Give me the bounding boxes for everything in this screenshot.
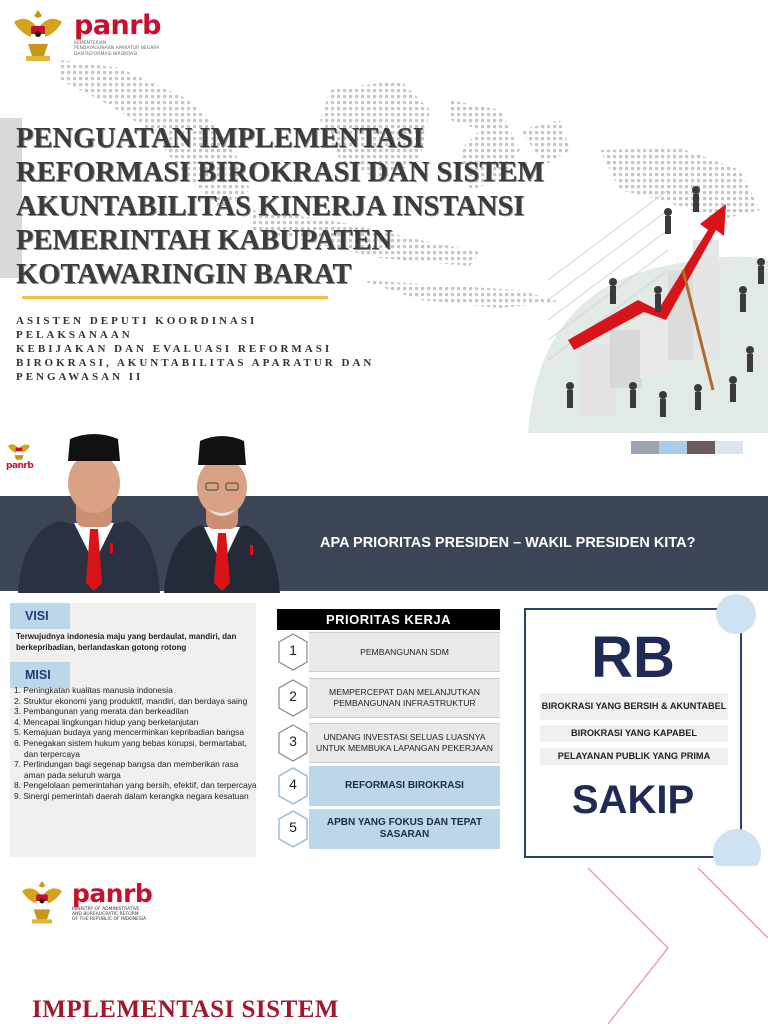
visi-text: Terwujudnya indonesia maju yang berdaulat, mandiri, dan berkepribadian, berlandaskan gotong rotong (16, 632, 237, 652)
panrb-logo (10, 4, 161, 64)
list-item: 5. Kemajuan budaya yang mencerminkan kepribadian bangsa (14, 727, 244, 738)
title-underline (22, 296, 328, 299)
panrb-logo (18, 876, 152, 926)
rb-heading: RB (591, 625, 675, 690)
presentation-title: PENGUATAN IMPLEMENTASI REFORMASI BIROKRASI DAN SISTEM AKUNTABILITAS KINERJA INSTANSI PEMERINTAH KABUPATEN KOTAWARINGIN BARAT (16, 123, 545, 290)
presenter-unit: ASISTEN DEPUTI KOORDINASI PELAKSANAAN KEBIJAKAN DAN EVALUASI REFORMASI BIROKRASI, AKUNTABILITAS APARATUR DAN PENGAWASAN II (16, 315, 375, 383)
visi-label: VISI (10, 603, 70, 629)
priority-row (277, 723, 500, 763)
swatch (715, 441, 743, 454)
swatch (687, 441, 715, 454)
swatch (659, 441, 687, 454)
priority-number: 3 (289, 733, 297, 749)
priority-label: APBN YANG FOKUS DAN TEPAT SASARAN (309, 809, 500, 849)
priority-number: 2 (289, 688, 297, 704)
list-item: 1. Peningkatan kualitas manusia indonesia (14, 685, 173, 695)
priority-label: UNDANG INVESTASI SELUAS LUASNYA UNTUK MEMBUKA LAPANGAN PEKERJAAN (309, 723, 500, 763)
brand-subtitle: KEMENTERIAN PENDAYAGUNAAN APARATUR NEGARA DAN REFORMASI BIROKRASI (74, 41, 160, 57)
rb-sakip-box (524, 608, 742, 858)
list-item: 8. Pengelolaan pemerintahan yang bersih, efektif, dan terpercaya (14, 780, 257, 791)
garuda-emblem-icon (10, 4, 66, 64)
list-item: 4. Mencapai lingkungan hidup yang berkelanjutan (14, 716, 199, 727)
slide-cover (0, 0, 768, 433)
prioritas-heading: PRIORITAS KERJA (277, 609, 500, 630)
priority-row (277, 678, 500, 718)
rb-item: BIROKRASI YANG BERSIH & AKUNTABEL (540, 693, 728, 720)
president-vice-president-portraits (14, 433, 284, 593)
priority-number: 5 (289, 819, 297, 835)
rb-item: BIROKRASI YANG KAPABEL (540, 725, 728, 742)
slide-implementation (0, 866, 768, 1024)
color-swatches (631, 441, 743, 454)
swatch (631, 441, 659, 454)
priority-label: PEMBANGUNAN SDM (309, 632, 500, 672)
slide-presidential-priorities (0, 433, 768, 866)
rb-item: PELAYANAN PUBLIK YANG PRIMA (540, 748, 728, 765)
growth-chart-illustration (528, 150, 768, 433)
list-item: 9. Sinergi pemerintah daerah dalam kerangka negara kesatuan (14, 790, 249, 801)
priority-number: 1 (289, 642, 297, 658)
priority-row (277, 632, 500, 672)
priority-label: REFORMASI BIROKRASI (309, 766, 500, 806)
list-item: 2. Struktur ekonomi yang produktif, mandiri, dan berdaya saing (14, 695, 248, 706)
misi-list (14, 685, 258, 802)
misi-label: MISI (10, 662, 70, 688)
brand-name: panrb (72, 878, 153, 908)
banner-question: APA PRIORITAS PRESIDEN – WAKIL PRESIDEN KITA? (320, 535, 696, 551)
priority-number: 4 (289, 776, 297, 792)
priority-row-highlighted (277, 809, 500, 849)
priority-label: MEMPERCEPAT DAN MELANJUTKAN PEMBANGUNAN INFRASTRUKTUR (309, 678, 500, 718)
small-brand-name: panrb (6, 461, 34, 471)
brand-name: panrb (74, 10, 161, 42)
brand-subtitle: MINISTRY OF ADMINISTRATIVE AND BUREAUCRATIC REFORM OF THE REPUBLIC OF INDONESIA (72, 906, 147, 923)
chevron-decoration (580, 866, 768, 1024)
priority-row-highlighted (277, 766, 500, 806)
slide-title: IMPLEMENTASI SISTEM (32, 996, 340, 1023)
list-item: 6. Penegakan sistem hukum yang bebas korupsi, bermartabat, dan terpercaya (14, 737, 247, 759)
garuda-emblem-icon (18, 876, 66, 926)
list-item: 7. Perlindungan bagi segenap bangsa dan memberikan rasa aman pada seluruh warga (14, 759, 239, 780)
sakip-heading: SAKIP (571, 778, 695, 822)
list-item: 3. Pembangunan yang merata dan berkeadilan (14, 706, 189, 717)
